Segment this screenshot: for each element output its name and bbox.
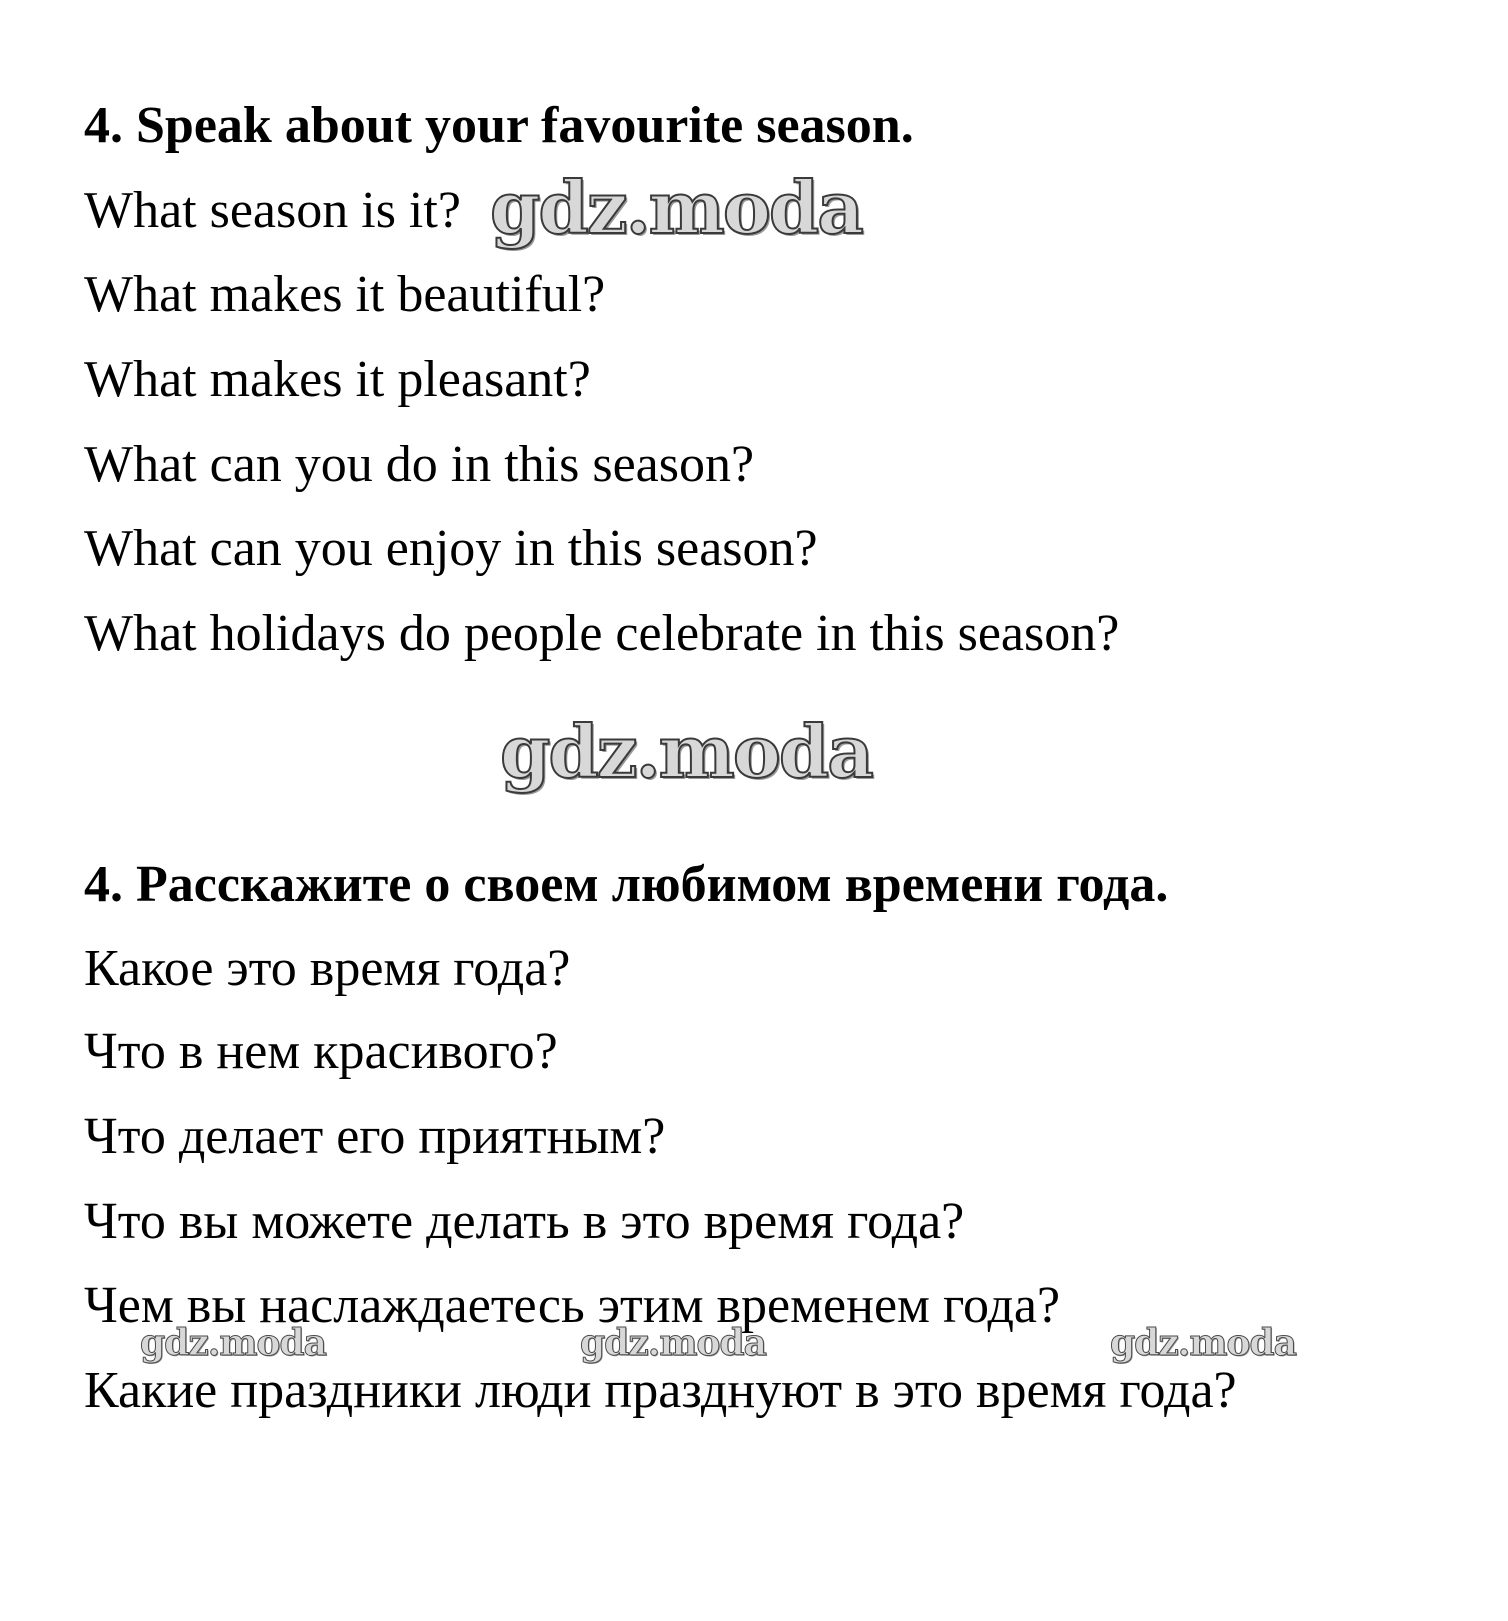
russian-question-3: Что делает его приятным? xyxy=(84,1108,666,1165)
watermark-bottom-right: gdz.moda xyxy=(1110,1322,1296,1364)
russian-question-6: Какие праздники люди празднуют в это время года? xyxy=(84,1362,1237,1419)
english-question-1: What season is it? xyxy=(84,182,461,239)
english-question-4: What can you do in this season? xyxy=(84,436,755,493)
russian-question-2: Что в нем красивого? xyxy=(84,1023,558,1080)
english-question-5: What can you enjoy in this season? xyxy=(84,520,818,577)
english-question-3: What makes it pleasant? xyxy=(84,351,591,408)
russian-question-4: Что вы можете делать в это время года? xyxy=(84,1193,965,1250)
watermark-bottom-left: gdz.moda xyxy=(140,1322,326,1364)
watermark-top: gdz.moda xyxy=(490,165,862,250)
russian-heading: 4. Расскажите о своем любимом времени года. xyxy=(84,856,1169,913)
russian-question-1: Какое это время года? xyxy=(84,940,571,997)
watermark-bottom-center: gdz.moda xyxy=(580,1322,766,1364)
english-heading: 4. Speak about your favourite season. xyxy=(84,97,914,154)
english-question-2: What makes it beautiful? xyxy=(84,266,606,323)
english-question-6: What holidays do people celebrate in this season? xyxy=(84,605,1120,662)
watermark-middle: gdz.moda xyxy=(500,709,872,794)
russian-question-5: Чем вы наслаждаетесь этим временем года? xyxy=(84,1277,1061,1334)
